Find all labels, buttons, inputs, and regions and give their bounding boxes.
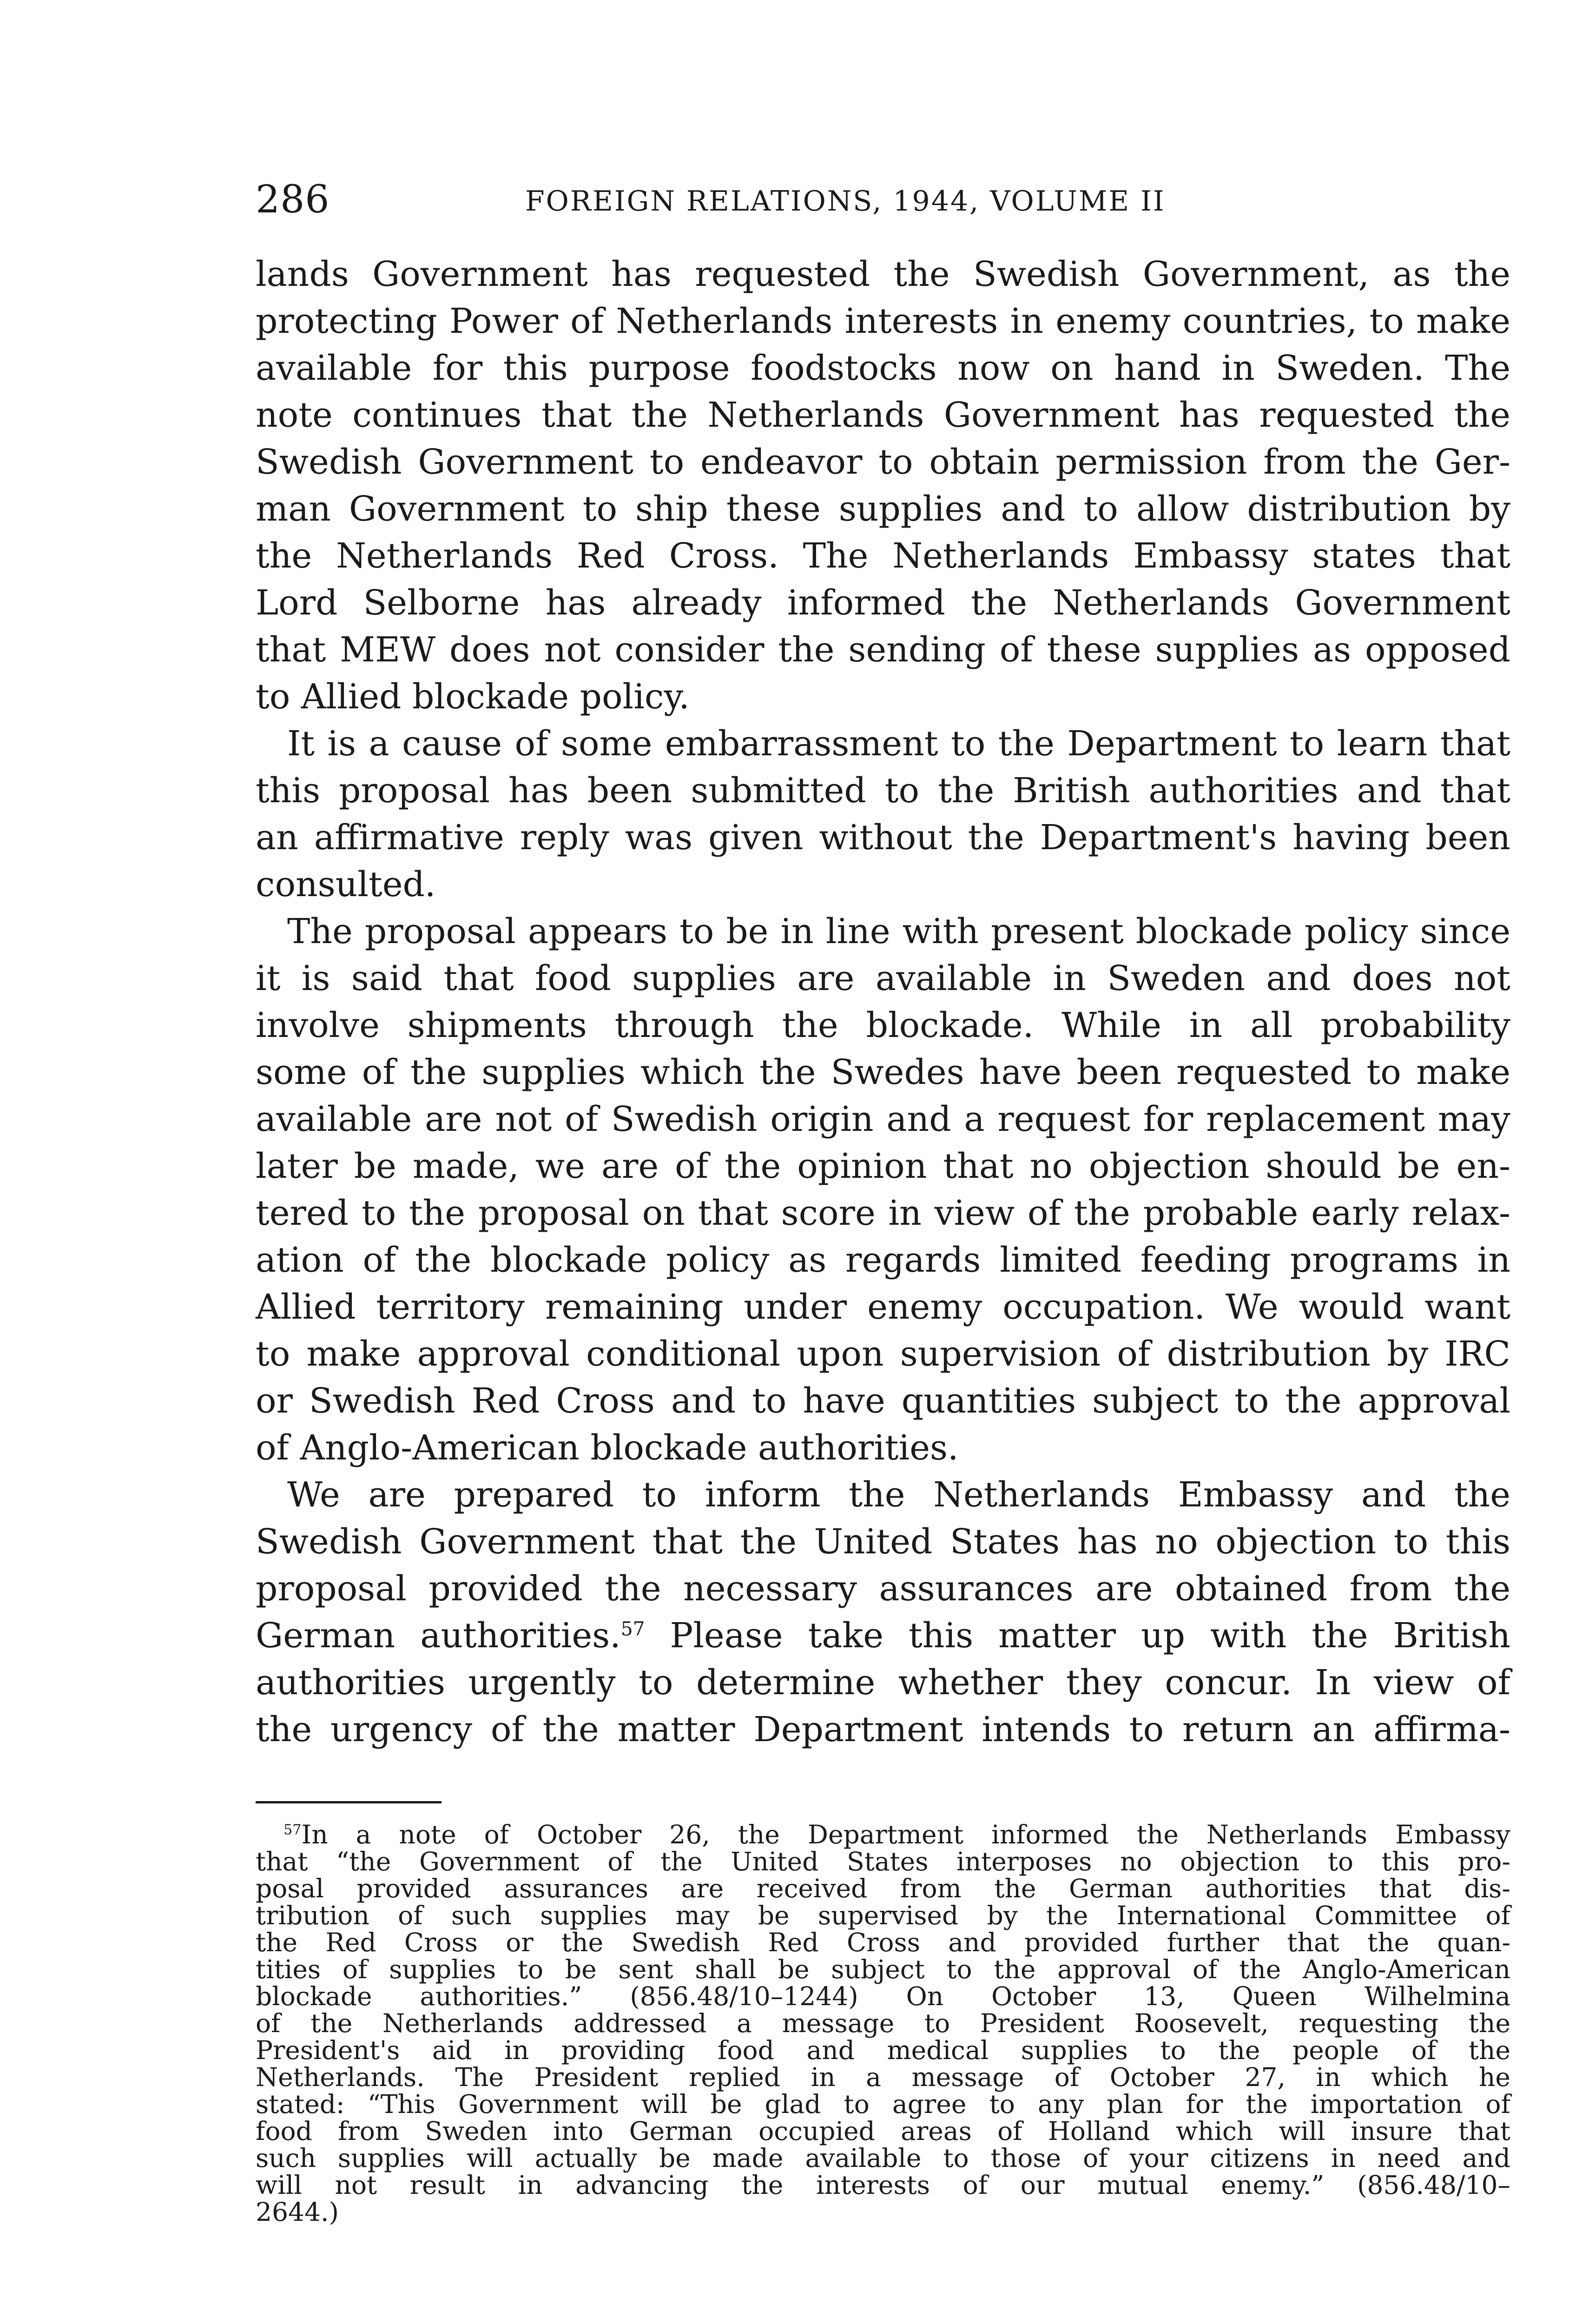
body-text: [256, 251, 1510, 1753]
body-line: Swedish Government that the United States has no objection to this: [256, 1522, 1510, 1562]
footnote-line: stated: “This Government will be glad to agree to any plan for the importation of: [256, 2089, 1510, 2119]
footnote-line: tribution of such supplies may be supervised by the International Committee of: [256, 1901, 1510, 1930]
body-line: Lord Selborne has already informed the Netherlands Government: [256, 583, 1510, 623]
body-line: lands Government has requested the Swedish Government, as the: [256, 254, 1510, 294]
footnote-divider: [256, 1801, 442, 1803]
body-line: to Allied blockade policy.: [256, 677, 690, 717]
body-line: It is a cause of some embarrassment to the Department to learn that: [287, 724, 1510, 764]
body-line: authorities urgently to determine whether they concur. In view of: [256, 1663, 1510, 1703]
body-line: later be made, we are of the opinion that no objection should be en-: [256, 1146, 1510, 1186]
footnote-line: the Red Cross or the Swedish Red Cross and provided further that the quan-: [256, 1928, 1510, 1957]
body-line: to make approval conditional upon supervision of distribution by IRC: [256, 1334, 1510, 1374]
footnote-line-text: In a note of October 26, the Department informed the Netherlands Embassy: [301, 1820, 1510, 1849]
body-line: proposal provided the necessary assurances are obtained from the: [256, 1569, 1510, 1609]
footnote-line: of the Netherlands addressed a message to President Roosevelt, requesting the: [256, 2008, 1510, 2038]
body-line: involve shipments through the blockade. While in all probability: [256, 1005, 1510, 1045]
body-line: ation of the blockade policy as regards limited feeding programs in: [256, 1240, 1510, 1280]
footnote-line: President's aid in providing food and medical supplies to the people of the: [256, 2035, 1510, 2065]
running-head: [256, 177, 1510, 223]
footnote-line: will not result in advancing the interests of our mutual enemy.” (856.48/10–: [256, 2170, 1510, 2200]
footnote-line: blockade authorities.” (856.48/10–1244) On October 13, Queen Wilhelmina: [256, 1981, 1510, 2011]
footnote-57: [256, 1821, 1510, 2225]
body-line: available are not of Swedish origin and a request for replacement may: [256, 1099, 1510, 1139]
footnote-line: tities of supplies to be sent shall be subject to the approval of the Anglo-American: [256, 1954, 1510, 1984]
body-line: an affirmative reply was given without the Department's having been: [256, 818, 1510, 858]
body-line: of Anglo-American blockade authorities.: [256, 1428, 959, 1468]
footnote-line: such supplies will actually be made available to those of your citizens in need and: [256, 2143, 1510, 2173]
body-line-end: Please take this matter up with the British: [645, 1616, 1511, 1656]
body-line: The proposal appears to be in line with present blockade policy since: [287, 911, 1510, 951]
body-line: this proposal has been submitted to the British authorities and that: [256, 771, 1510, 811]
body-line-start: German authorities.: [256, 1616, 621, 1656]
body-line: available for this purpose foodstocks now on hand in Sweden. The: [256, 348, 1510, 388]
footnote-line: food from Sweden into German occupied areas of Holland which will insure that: [256, 2116, 1510, 2146]
body-line: some of the supplies which the Swedes have been requested to make: [256, 1052, 1510, 1092]
body-line: it is said that food supplies are available in Sweden and does not: [256, 958, 1510, 998]
footnote-line: that “the Government of the United States interposes no objection to this pro-: [256, 1847, 1510, 1876]
body-line: or Swedish Red Cross and to have quantities subject to the approval: [256, 1381, 1510, 1421]
footnote-marker: 57: [283, 1822, 302, 1838]
footnote-line: posal provided assurances are received from the German authorities that dis-: [256, 1874, 1510, 1903]
body-line-with-footnote-ref: [256, 1612, 1510, 1659]
body-line: tered to the proposal on that score in view of the probable early relax-: [256, 1193, 1510, 1233]
footnote-line: [256, 1821, 1510, 1848]
page-number: 286: [256, 178, 330, 222]
body-line: note continues that the Netherlands Government has requested the: [256, 395, 1510, 435]
body-line: protecting Power of Netherlands interests in enemy countries, to make: [256, 301, 1510, 341]
body-line: that MEW does not consider the sending of these supplies as opposed: [256, 630, 1510, 670]
footnote-line: 2644.): [256, 2197, 339, 2227]
running-title: FOREIGN RELATIONS, 1944, VOLUME II: [525, 185, 1166, 218]
body-line: man Government to ship these supplies and to allow distribution by: [256, 489, 1510, 529]
body-line: Allied territory remaining under enemy occupation. We would want: [256, 1287, 1510, 1327]
body-line: the Netherlands Red Cross. The Netherlands Embassy states that: [256, 536, 1510, 576]
body-line: Swedish Government to endeavor to obtain permission from the Ger-: [256, 442, 1510, 482]
footnote-reference: 57: [620, 1618, 645, 1640]
body-line: consulted.: [256, 865, 436, 905]
footnote-line: Netherlands. The President replied in a message of October 27, in which he: [256, 2062, 1510, 2092]
body-line: the urgency of the matter Department intends to return an affirma-: [256, 1710, 1510, 1750]
body-line: We are prepared to inform the Netherlands Embassy and the: [287, 1475, 1510, 1515]
